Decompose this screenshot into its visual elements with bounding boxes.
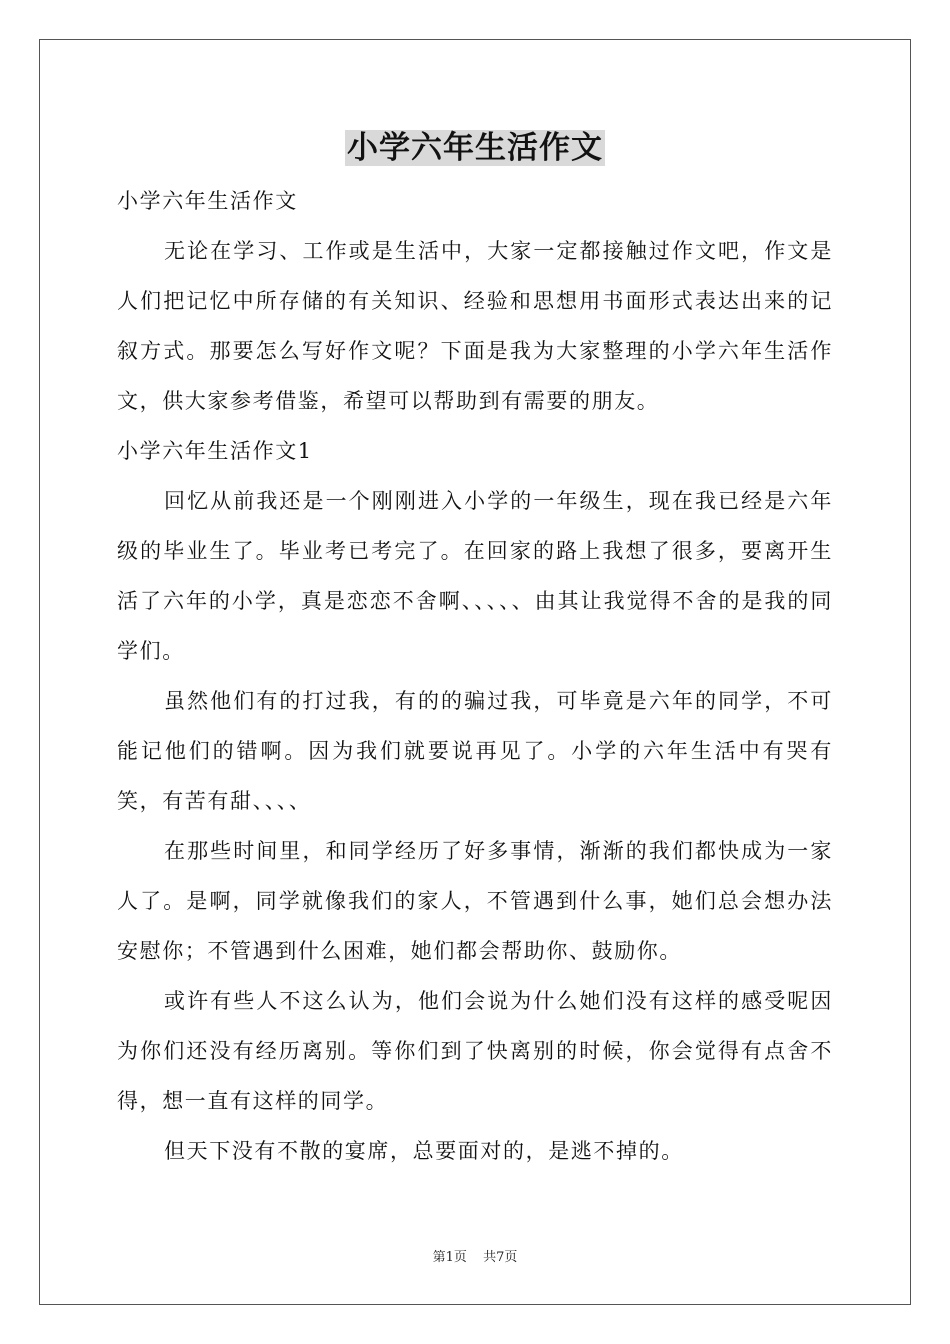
page-footer — [0, 1246, 950, 1265]
paragraph-body: 在那些时间里，和同学经历了好多事情，渐渐的我们都快成为一家人了。是啊，同学就像我们的家人，不管遇到什么事，她们总会想办法安慰你；不管遇到什么困难，她们都会帮助你、鼓励你。 — [117, 839, 833, 963]
paragraph-subtitle: 小学六年生活作文 — [117, 189, 298, 213]
paragraph-body: 回忆从前我还是一个刚刚进入小学的一年级生，现在我已经是六年级的毕业生了。毕业考已考完了。在回家的路上我想了很多，要离开生活了六年的小学，真是恋恋不舍啊、、、、、由其让我觉得不舍的是我的同学们。 — [117, 489, 833, 663]
paragraph-section-heading: 小学六年生活作文1 — [117, 439, 313, 463]
page-number: 第1页 — [432, 1250, 467, 1265]
document-title — [0, 124, 950, 172]
paragraph-body: 但天下没有不散的宴席，总要面对的，是逃不掉的。 — [164, 1139, 684, 1163]
paragraph-body: 或许有些人不这么认为，他们会说为什么她们没有这样的感受呢因为你们还没有经历离别。等你们到了快离别的时候，你会觉得有点舍不得，想一直有这样的同学。 — [117, 989, 833, 1113]
paragraph-intro: 无论在学习、工作或是生活中，大家一定都接触过作文吧，作文是人们把记忆中所存储的有关知识、经验和思想用书面形式表达出来的记叙方式。那要怎么写好作文呢？下面是我为大家整理的小学六年生活作文，供大家参考借鉴，希望可以帮助到有需要的朋友。 — [117, 239, 833, 413]
document-title-text: 小学六年生活作文 — [347, 130, 603, 166]
document-body — [117, 176, 833, 1176]
page-total: 共7页 — [483, 1250, 518, 1265]
paragraph-body: 虽然他们有的打过我，有的的骗过我，可毕竟是六年的同学，不可能记他们的错啊。因为我们就要说再见了。小学的六年生活中有哭有笑，有苦有甜、、、、 — [117, 689, 833, 813]
